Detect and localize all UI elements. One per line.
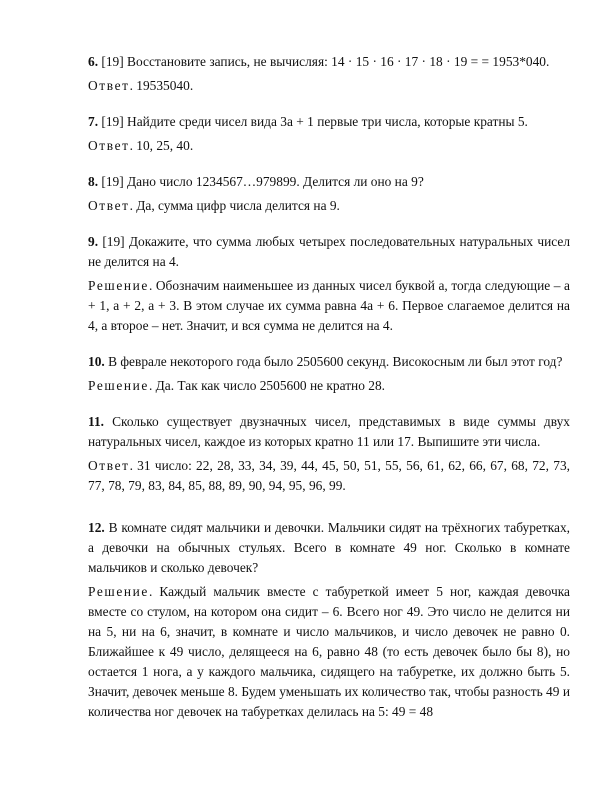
answer-label: Ответ [88, 458, 130, 473]
answer-text: . 10, 25, 40. [129, 138, 194, 153]
document-page [88, 52, 570, 738]
problem-answer [88, 196, 570, 216]
problem-question [88, 52, 570, 72]
answer-text: . Каждый мальчик вместе с табуреткой имеет 5 ног, каждая девочка вместе со стулом, на котором она сидит – 6. Всего ног 49. Это число не делится ни на 5, ни на 6, значит, в комнате и число мальчиков, и число девочек не равно 0. Ближайшее к 49 число, делящееся на 6, равно 48 (то есть девочек было бы 8), но остается 1 нога, а у каждого мальчика, сидящего на табуретке, их должно быть 5. Значит, девочек меньше 8. Будем уменьшать их количество так, чтобы разность 49 и количества ног девочек на табуретках делилась на 5: 49 = 48 [88, 584, 570, 719]
problem-question [88, 518, 570, 578]
problem-6 [88, 52, 570, 96]
problem-answer [88, 582, 570, 722]
question-text: [19] Восстановите запись, не вычисляя: 14 · 15 · 16 · 17 · 18 · 19 = = 1953*040. [98, 54, 550, 69]
problem-number: 6. [88, 54, 99, 69]
answer-text: . 19535040. [129, 78, 194, 93]
answer-text: . Обозначим наименьшее из данных чисел буквой a, тогда следующие – a + 1, a + 2, a + 3. В этом случае их сумма равна 4a + 6. Первое слагаемое делится на 4, а второе – нет. Значит, и вся сумма не делится на 4. [88, 278, 570, 333]
problem-number: 8. [88, 174, 99, 189]
problem-number: 7. [88, 114, 99, 129]
problem-answer [88, 456, 570, 496]
question-text: В феврале некоторого года было 2505600 секунд. Високосным ли был этот год? [104, 354, 563, 369]
answer-label: Решение [88, 378, 149, 393]
problem-8 [88, 172, 570, 216]
question-text: Сколько существует двузначных чисел, представимых в виде суммы двух натуральных чисел, каждое из которых кратно 11 или 17. Выпишите эти числа. [88, 414, 570, 449]
answer-label: Ответ [88, 78, 130, 93]
problem-answer [88, 276, 570, 336]
problem-question [88, 412, 570, 452]
problem-question [88, 232, 570, 272]
problem-12 [88, 518, 570, 722]
question-text: [19] Найдите среди чисел вида 3a + 1 первые три числа, которые кратны 5. [98, 114, 528, 129]
answer-label: Ответ [88, 198, 130, 213]
problem-number: 12. [88, 520, 105, 535]
question-text: [19] Докажите, что сумма любых четырех последовательных натуральных чисел не делится на 4. [88, 234, 570, 269]
question-text: [19] Дано число 1234567…979899. Делится ли оно на 9? [98, 174, 424, 189]
problem-question [88, 352, 570, 372]
problem-number: 10. [88, 354, 105, 369]
problem-answer [88, 376, 570, 396]
answer-text: . Да. Так как число 2505600 не кратно 28. [148, 378, 386, 393]
problem-9 [88, 232, 570, 336]
answer-label: Решение [88, 278, 149, 293]
answer-text: . 31 число: 22, 28, 33, 34, 39, 44, 45, 50, 51, 55, 56, 61, 62, 66, 67, 68, 72, 73, 77, 78, 79, 83, 84, 85, 88, 89, 90, 94, 95, 96, 99. [88, 458, 570, 493]
problem-7 [88, 112, 570, 156]
question-text: В комнате сидят мальчики и девочки. Мальчики сидят на трёхногих табуретках, а девочки на обычных стульях. Всего в комнате 49 ног. Сколько в комнате мальчиков и сколько девочек? [88, 520, 570, 575]
answer-text: . Да, сумма цифр числа делится на 9. [129, 198, 340, 213]
problem-question [88, 172, 570, 192]
problem-number: 9. [88, 234, 99, 249]
problem-11 [88, 412, 570, 496]
problem-answer [88, 136, 570, 156]
problem-question [88, 112, 570, 132]
problem-number: 11. [88, 414, 104, 429]
problem-10 [88, 352, 570, 396]
problem-answer [88, 76, 570, 96]
answer-label: Решение [88, 584, 149, 599]
answer-label: Ответ [88, 138, 130, 153]
